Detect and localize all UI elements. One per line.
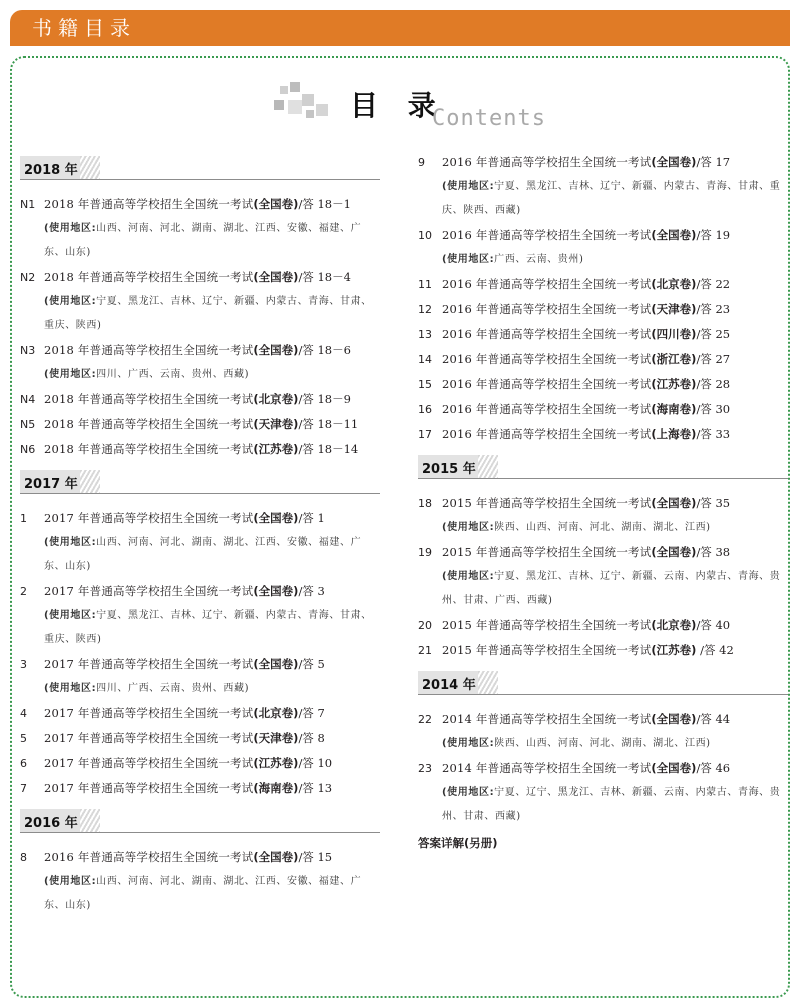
entry-number: 7 [20, 782, 27, 795]
entry-answer-page: /答 46 [696, 761, 731, 775]
entry-title: 2017 年普通高等学校招生全国统一考试 [44, 511, 254, 525]
entry-answer-page: /答 30 [696, 402, 731, 416]
entry-title: 2015 年普通高等学校招生全国统一考试 [442, 545, 652, 559]
entry-answer-page: /答 5 [298, 657, 325, 671]
entry-number: 23 [418, 762, 432, 775]
toc-entry[interactable] [20, 701, 380, 726]
entry-answer-page: /答 15 [298, 850, 333, 864]
toc-entry[interactable] [20, 437, 380, 462]
entry-answer-page: /答 18－9 [298, 392, 351, 406]
toc-entry[interactable] [20, 387, 380, 412]
entry-number: 16 [418, 403, 432, 416]
toc-entry[interactable] [418, 150, 788, 175]
year-heading [20, 470, 380, 494]
entry-number: 9 [418, 156, 425, 169]
entry-number: 14 [418, 353, 432, 366]
usage-region [20, 290, 380, 338]
usage-region [418, 732, 788, 756]
entry-number: 4 [20, 707, 27, 720]
toc-entry[interactable] [20, 776, 380, 801]
usage-region [418, 781, 788, 829]
entry-volume: (江苏卷) [253, 442, 299, 456]
entry-number: 1 [20, 512, 27, 525]
entry-volume: (全国卷) [651, 761, 697, 775]
toc-entry[interactable] [418, 322, 788, 347]
entry-volume: (浙江卷) [651, 352, 697, 366]
entry-title: 2017 年普通高等学校招生全国统一考试 [44, 756, 254, 770]
entry-number: 8 [20, 851, 27, 864]
entry-volume: (江苏卷) [651, 643, 697, 657]
entry-answer-page: /答 7 [298, 706, 325, 720]
usage-region-list: 宁夏、辽宁、黑龙江、吉林、新疆、云南、内蒙古、青海、贵州、甘肃、西藏) [442, 787, 781, 822]
entry-answer-page: /答 18－6 [298, 343, 351, 357]
entry-volume: (全国卷) [253, 197, 299, 211]
entry-volume: (全国卷) [253, 850, 299, 864]
entry-title: 2015 年普通高等学校招生全国统一考试 [442, 496, 652, 510]
entry-answer-page: /答 27 [696, 352, 731, 366]
usage-region-label: (使用地区: [442, 522, 495, 533]
entry-title: 2017 年普通高等学校招生全国统一考试 [44, 706, 254, 720]
usage-region-list: 山西、河南、河北、湖南、湖北、江西、安徽、福建、广东、山东) [44, 876, 362, 911]
usage-region-list: 宁夏、黑龙江、吉林、辽宁、新疆、云南、内蒙古、青海、贵州、甘肃、广西、西藏) [442, 571, 781, 606]
usage-region-list: 宁夏、黑龙江、吉林、辽宁、新疆、内蒙古、青海、甘肃、重庆、陕西、西藏) [442, 181, 781, 216]
usage-region-label: (使用地区: [442, 571, 495, 582]
entry-title: 2014 年普通高等学校招生全国统一考试 [442, 712, 652, 726]
entry-answer-page: /答 18－1 [298, 197, 351, 211]
entry-volume: (全国卷) [253, 584, 299, 598]
toc-entry[interactable] [418, 223, 788, 248]
year-heading-hatch [478, 671, 498, 694]
entry-title: 2018 年普通高等学校招生全国统一考试 [44, 392, 254, 406]
entry-volume: (全国卷) [253, 657, 299, 671]
usage-region [418, 248, 788, 272]
usage-region [20, 677, 380, 701]
entry-volume: (全国卷) [253, 511, 299, 525]
year-label: 2017 年 [24, 477, 78, 492]
entry-title: 2017 年普通高等学校招生全国统一考试 [44, 781, 254, 795]
entry-volume: (江苏卷) [253, 756, 299, 770]
entry-title: 2017 年普通高等学校招生全国统一考试 [44, 584, 254, 598]
entry-title: 2018 年普通高等学校招生全国统一考试 [44, 343, 254, 357]
entry-volume: (全国卷) [651, 496, 697, 510]
entry-title: 2016 年普通高等学校招生全国统一考试 [442, 228, 652, 242]
year-heading [418, 671, 788, 695]
page-title: 目 录 [350, 89, 446, 122]
toc-entry[interactable] [418, 638, 788, 663]
toc-entry[interactable] [418, 707, 788, 732]
entry-title: 2014 年普通高等学校招生全国统一考试 [442, 761, 652, 775]
usage-region-label: (使用地区: [442, 254, 495, 265]
entry-number: 11 [418, 278, 432, 291]
entry-number: 17 [418, 428, 432, 441]
entry-volume: (全国卷) [651, 155, 697, 169]
usage-region-list: 山西、河南、河北、湖南、湖北、江西、安徽、福建、广东、山东) [44, 223, 362, 258]
toc-entry[interactable] [418, 491, 788, 516]
toc-entry[interactable] [418, 613, 788, 638]
toc-entry[interactable] [418, 397, 788, 422]
entry-number: 2 [20, 585, 27, 598]
entry-number: 12 [418, 303, 432, 316]
usage-region-list: 四川、广西、云南、贵州、西藏) [96, 369, 250, 380]
entry-number: N5 [20, 418, 36, 431]
usage-region [20, 531, 380, 579]
entry-title: 2018 年普通高等学校招生全国统一考试 [44, 197, 254, 211]
usage-region-label: (使用地区: [442, 181, 495, 192]
entry-title: 2016 年普通高等学校招生全国统一考试 [442, 352, 652, 366]
entry-answer-page: /答 1 [298, 511, 325, 525]
year-section [418, 150, 788, 447]
year-section [20, 809, 380, 918]
usage-region-label: (使用地区: [44, 683, 97, 694]
usage-region-label: (使用地区: [44, 369, 97, 380]
year-label: 2014 年 [422, 678, 476, 693]
entry-title: 2018 年普通高等学校招生全国统一考试 [44, 417, 254, 431]
year-heading [20, 156, 380, 180]
entry-volume: (天津卷) [651, 302, 697, 316]
year-heading [418, 455, 788, 479]
usage-region [20, 363, 380, 387]
entry-number: N1 [20, 198, 36, 211]
entry-title: 2016 年普通高等学校招生全国统一考试 [442, 277, 652, 291]
year-label: 2016 年 [24, 816, 78, 831]
top-banner [10, 10, 790, 46]
toc-entry[interactable] [418, 756, 788, 781]
usage-region-label: (使用地区: [442, 738, 495, 749]
entry-number: 15 [418, 378, 432, 391]
entry-answer-page: /答 25 [696, 327, 731, 341]
entry-title: 2016 年普通高等学校招生全国统一考试 [442, 427, 652, 441]
usage-region-list: 广西、云南、贵州) [494, 254, 584, 265]
entry-number: 21 [418, 644, 432, 657]
entry-volume: (全国卷) [253, 270, 299, 284]
entry-volume: (全国卷) [651, 545, 697, 559]
toc-entry[interactable] [418, 347, 788, 372]
entry-answer-page: /答 28 [696, 377, 731, 391]
entry-answer-page: /答 18－4 [298, 270, 351, 284]
toc-entry[interactable] [418, 540, 788, 565]
year-label: 2015 年 [422, 462, 476, 477]
entry-title: 2016 年普通高等学校招生全国统一考试 [442, 155, 652, 169]
toc-entry[interactable] [418, 422, 788, 447]
entry-number: N4 [20, 393, 36, 406]
entry-title: 2016 年普通高等学校招生全国统一考试 [442, 302, 652, 316]
header-decoration-squares [270, 82, 350, 122]
toc-entry[interactable] [20, 506, 380, 531]
year-heading-hatch [80, 809, 100, 832]
usage-region-label: (使用地区: [442, 787, 495, 798]
usage-region-label: (使用地区: [44, 223, 97, 234]
year-heading-hatch [80, 156, 100, 179]
entry-volume: (海南卷) [651, 402, 697, 416]
entry-volume: (全国卷) [651, 712, 697, 726]
year-heading-hatch [80, 470, 100, 493]
entry-title: 2018 年普通高等学校招生全国统一考试 [44, 270, 254, 284]
entry-number: 5 [20, 732, 27, 745]
entry-answer-page: /答 13 [298, 781, 333, 795]
usage-region [20, 870, 380, 918]
entry-title: 2018 年普通高等学校招生全国统一考试 [44, 442, 254, 456]
usage-region-list: 陕西、山西、河南、河北、湖南、湖北、江西) [494, 522, 711, 533]
usage-region-label: (使用地区: [44, 610, 97, 621]
entry-number: N6 [20, 443, 36, 456]
usage-region-label: (使用地区: [44, 296, 97, 307]
usage-region-list: 宁夏、黑龙江、吉林、辽宁、新疆、内蒙古、青海、甘肃、重庆、陕西) [44, 296, 372, 331]
entry-volume: (全国卷) [651, 228, 697, 242]
usage-region [20, 217, 380, 265]
year-section [418, 671, 788, 829]
usage-region-label: (使用地区: [44, 537, 97, 548]
entry-answer-page: /答 18－14 [298, 442, 359, 456]
year-label: 2018 年 [24, 163, 78, 178]
entry-title: 2017 年普通高等学校招生全国统一考试 [44, 657, 254, 671]
year-section [418, 455, 788, 663]
usage-region-list: 四川、广西、云南、贵州、西藏) [96, 683, 250, 694]
usage-region [20, 604, 380, 652]
year-heading-hatch [478, 455, 498, 478]
entry-answer-page: /答 40 [696, 618, 731, 632]
toc-entry[interactable] [20, 579, 380, 604]
entry-answer-page: /答 3 [298, 584, 325, 598]
banner-title: 书籍目录 [32, 16, 136, 40]
toc-entry[interactable] [20, 338, 380, 363]
entry-answer-page: /答 33 [696, 427, 731, 441]
entry-title: 2016 年普通高等学校招生全国统一考试 [442, 402, 652, 416]
entry-answer-page: /答 38 [696, 545, 731, 559]
toc-right-column [418, 150, 788, 855]
answers-note: 答案详解(另册) [418, 836, 498, 850]
entry-answer-page: /答 18－11 [298, 417, 359, 431]
entry-number: N3 [20, 344, 36, 357]
toc-entry[interactable] [20, 192, 380, 217]
entry-answer-page: /答 42 [696, 643, 734, 657]
entry-number: 10 [418, 229, 432, 242]
usage-region-list: 宁夏、黑龙江、吉林、辽宁、新疆、内蒙古、青海、甘肃、重庆、陕西) [44, 610, 372, 645]
usage-region-label: (使用地区: [44, 876, 97, 887]
toc-entry[interactable] [418, 272, 788, 297]
entry-title: 2015 年普通高等学校招生全国统一考试 [442, 643, 652, 657]
entry-number: 18 [418, 497, 432, 510]
year-heading [20, 809, 380, 833]
entry-number: 20 [418, 619, 432, 632]
entry-number: N2 [20, 271, 36, 284]
entry-volume: (北京卷) [253, 392, 299, 406]
entry-answer-page: /答 19 [696, 228, 731, 242]
entry-volume: (北京卷) [651, 618, 697, 632]
entry-title: 2017 年普通高等学校招生全国统一考试 [44, 731, 254, 745]
entry-volume: (上海卷) [651, 427, 697, 441]
usage-region-list: 山西、河南、河北、湖南、湖北、江西、安徽、福建、广东、山东) [44, 537, 362, 572]
usage-region [418, 516, 788, 540]
entry-number: 3 [20, 658, 27, 671]
toc-entry[interactable] [20, 726, 380, 751]
entry-volume: (全国卷) [253, 343, 299, 357]
toc-entry[interactable] [418, 372, 788, 397]
page-subtitle: Contents [432, 106, 546, 131]
entry-volume: (北京卷) [253, 706, 299, 720]
toc-entry[interactable] [20, 412, 380, 437]
entry-number: 13 [418, 328, 432, 341]
toc-entry[interactable] [20, 652, 380, 677]
entry-title: 2016 年普通高等学校招生全国统一考试 [442, 377, 652, 391]
entry-volume: (北京卷) [651, 277, 697, 291]
usage-region [418, 565, 788, 613]
toc-entry[interactable] [418, 297, 788, 322]
toc-entry[interactable] [20, 845, 380, 870]
entry-answer-page: /答 8 [298, 731, 325, 745]
entry-number: 19 [418, 546, 432, 559]
entry-volume: (天津卷) [253, 731, 299, 745]
entry-volume: (海南卷) [253, 781, 299, 795]
entry-title: 2015 年普通高等学校招生全国统一考试 [442, 618, 652, 632]
year-section [20, 156, 380, 462]
entry-answer-page: /答 10 [298, 756, 333, 770]
entry-answer-page: /答 22 [696, 277, 731, 291]
entry-volume: (天津卷) [253, 417, 299, 431]
entry-title: 2016 年普通高等学校招生全国统一考试 [442, 327, 652, 341]
entry-number: 22 [418, 713, 432, 726]
entry-volume: (江苏卷) [651, 377, 697, 391]
year-section [20, 470, 380, 801]
entry-answer-page: /答 44 [696, 712, 731, 726]
entry-number: 6 [20, 757, 27, 770]
entry-answer-page: /答 35 [696, 496, 731, 510]
toc-left-column [20, 156, 380, 918]
toc-entry[interactable] [20, 265, 380, 290]
usage-region-list: 陕西、山西、河南、河北、湖南、湖北、江西) [494, 738, 711, 749]
toc-entry[interactable] [20, 751, 380, 776]
entry-answer-page: /答 23 [696, 302, 731, 316]
entry-volume: (四川卷) [651, 327, 697, 341]
entry-answer-page: /答 17 [696, 155, 731, 169]
usage-region [418, 175, 788, 223]
entry-title: 2016 年普通高等学校招生全国统一考试 [44, 850, 254, 864]
